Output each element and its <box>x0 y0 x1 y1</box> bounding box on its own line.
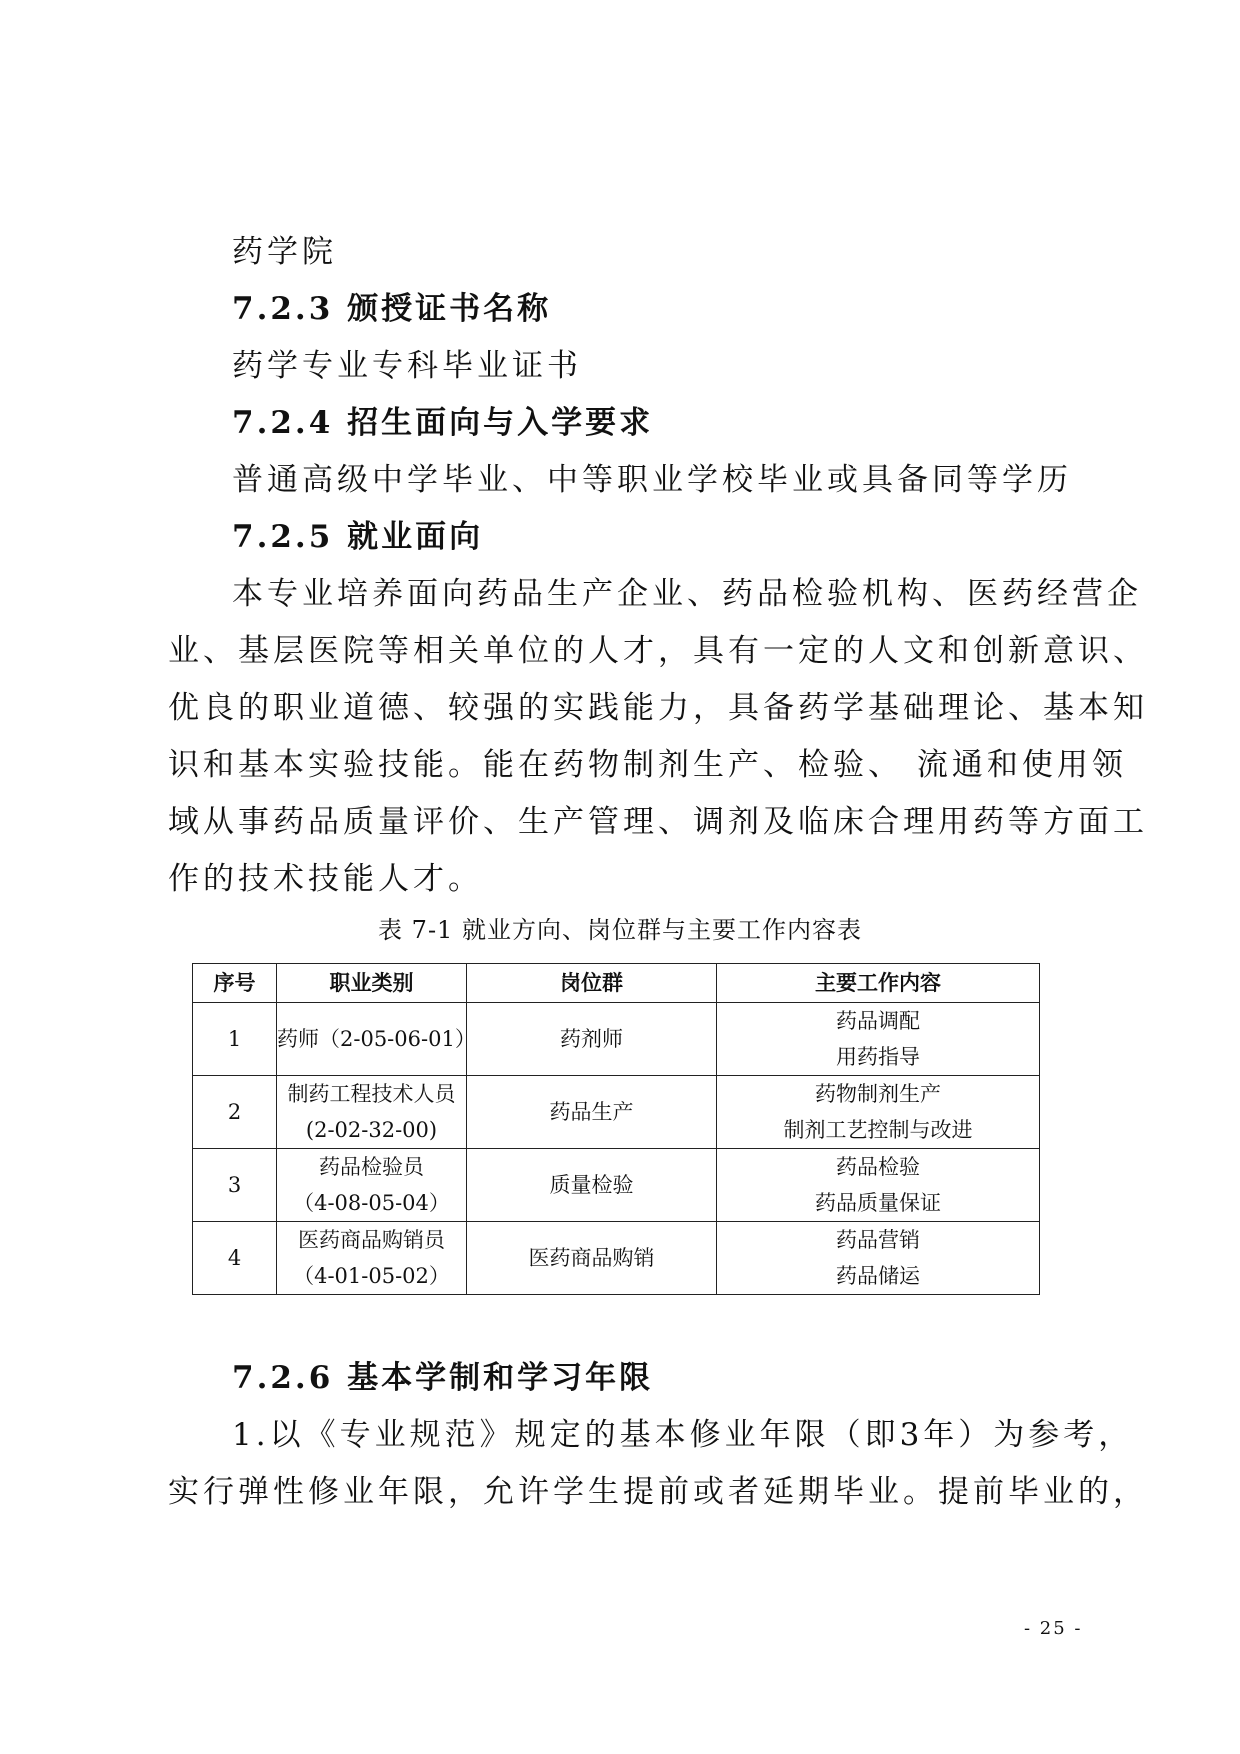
content-line: 药品质量保证 <box>815 1191 941 1215</box>
cell-content <box>717 1003 1040 1076</box>
category-code: (2-02-32-00) <box>305 1118 438 1142</box>
content-line: 制剂工艺控制与改进 <box>783 1118 973 1142</box>
category-code: （4-08-05-04） <box>293 1191 450 1215</box>
header-group: 岗位群 <box>467 964 717 1003</box>
section-heading-7-2-4: 7.2.4 招生面向与入学要求 <box>232 405 654 441</box>
cell-group: 医药商品购销 <box>467 1222 717 1295</box>
content-line: 药品调配 <box>836 1009 920 1033</box>
text-line: 药学专业专科毕业证书 <box>232 348 582 384</box>
header-no: 序号 <box>193 964 277 1003</box>
category-line: 制药工程技术人员 <box>287 1082 456 1106</box>
category-line: 药品检验员 <box>319 1155 424 1179</box>
header-content: 主要工作内容 <box>717 964 1040 1003</box>
cell-no: 1 <box>193 1003 277 1076</box>
paragraph-line: 优良的职业道德、较强的实践能力，具备药学基础理论、基本知 <box>168 690 1148 726</box>
table-header-row <box>193 964 1040 1003</box>
cell-category <box>277 1076 467 1149</box>
paragraph-line: 业、基层医院等相关单位的人才，具有一定的人文和创新意识、 <box>168 633 1148 669</box>
category-line: 药师（2-05-06-01） <box>277 1027 476 1051</box>
employment-table <box>192 963 1040 1295</box>
paragraph-line: 域从事药品质量评价、生产管理、调剂及临床合理用药等方面工 <box>168 804 1148 840</box>
cell-category <box>277 1003 476 1076</box>
cell-content <box>717 1222 1040 1295</box>
cell-category <box>277 1149 467 1222</box>
table-row <box>193 1003 1040 1076</box>
section-heading-7-2-6: 7.2.6 基本学制和学习年限 <box>232 1360 654 1396</box>
cell-content <box>717 1149 1040 1222</box>
content-line: 药品检验 <box>836 1155 920 1179</box>
paragraph-line: 识和基本实验技能。能在药物制剂生产、检验、 流通和使用领 <box>168 747 1127 783</box>
cell-no: 2 <box>193 1076 277 1149</box>
cell-content <box>717 1076 1040 1149</box>
table-caption: 表 7-1 就业方向、岗位群与主要工作内容表 <box>378 916 862 944</box>
cell-group: 质量检验 <box>467 1149 717 1222</box>
cell-group: 药品生产 <box>467 1076 717 1149</box>
cell-no: 4 <box>193 1222 277 1295</box>
content-line: 药品营销 <box>836 1228 920 1252</box>
category-line: 医药商品购销员 <box>298 1228 445 1252</box>
table-row <box>193 1149 1040 1222</box>
cell-category <box>277 1222 467 1295</box>
table-row <box>193 1222 1040 1295</box>
section-heading-7-2-5: 7.2.5 就业面向 <box>232 519 484 555</box>
paragraph-line: 作的技术技能人才。 <box>168 861 483 897</box>
paragraph-line: 实行弹性修业年限，允许学生提前或者延期毕业。提前毕业的， <box>168 1474 1148 1510</box>
text-line: 普通高级中学毕业、中等职业学校毕业或具备同等学历 <box>232 462 1072 498</box>
paragraph-line: 1.以《专业规范》规定的基本修业年限（即3年）为参考， <box>232 1417 1134 1453</box>
category-code: （4-01-05-02） <box>293 1264 450 1288</box>
text-line: 药学院 <box>232 234 337 270</box>
table-row <box>193 1076 1040 1149</box>
page-number: - 25 - <box>1024 1618 1083 1639</box>
cell-group: 药剂师 <box>467 1003 717 1076</box>
header-category: 职业类别 <box>277 964 467 1003</box>
cell-no: 3 <box>193 1149 277 1222</box>
section-heading-7-2-3: 7.2.3 颁授证书名称 <box>232 291 552 327</box>
paragraph-line: 本专业培养面向药品生产企业、药品检验机构、医药经营企 <box>232 576 1142 612</box>
content-line: 用药指导 <box>836 1045 920 1069</box>
content-line: 药品储运 <box>836 1264 920 1288</box>
content-line: 药物制剂生产 <box>815 1082 941 1106</box>
